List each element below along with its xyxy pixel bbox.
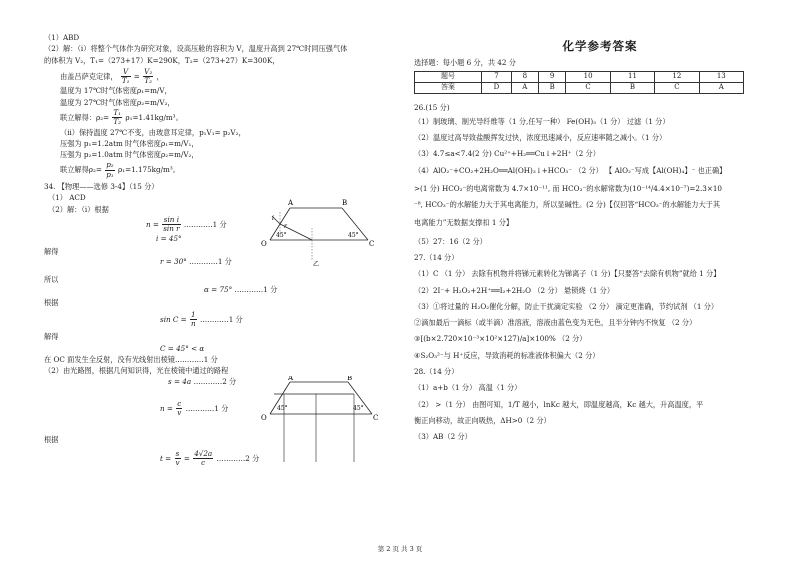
answer-line: （1）ABD [44,33,80,42]
answer-line: （4）AlO₂⁻+CO₂+2H₂O══Al(OH)₃↓+HCO₃⁻ （2 分） 【 AlO₂⁻写成【Al(OH)₄】⁻ 也正确】 [414,165,727,175]
text: s = 4a [168,376,192,386]
fraction: $\frac{V}{\text{T₁}}$ [121,66,130,86]
table-cell: D [482,82,512,93]
table-cell: B [538,82,566,93]
text: 根据 [44,297,59,307]
formula-line [60,109,399,127]
table-cell: 11 [610,71,654,82]
formula-line [160,311,399,329]
label-b: B [342,199,348,207]
table-cell: B [610,82,654,93]
answer-line: 压强为 p₁=1.2atm 时气体密度ρ₁=m/V₁， [60,138,199,148]
question-heading: 27.（14 分） [414,253,459,263]
text: n = [160,403,173,413]
fraction: $\frac{4√2a}{c}$ [194,448,213,468]
fraction: $\frac{\text{p₂}}{\text{p₁}}$ [106,160,114,179]
answer-line: （5）27：16（2 分） [414,236,487,246]
answer-line: 选择题：每小题 6 分，共 42 分 [414,58,516,68]
table-cell: 10 [566,71,610,82]
text: 根据 [44,434,59,444]
answer-line: （2）解：（i）根据 [48,204,109,214]
answer-line: （1）制玻璃、制光导纤维等（1 分,任写一种） Fe(OH)₃（1 分） 过滤（1 分） [414,116,670,126]
formula-line: 由盖吕萨克定律， $\frac{V}{\text{T₁}}$ = $\frac{\text{V₂}}{\text{T₂}}$ ， [60,66,164,86]
text: t = [160,453,172,463]
label-c: C [373,414,379,422]
table-cell: C [566,82,610,93]
text: 解得 [44,331,59,341]
table-cell: 13 [699,71,743,82]
text: n = [146,219,159,229]
answer-line: 在 OC 面发生全反射，没有光线射出棱镜…………1 分 [44,355,218,365]
text: ρ₁=1.41kg/m³。 [125,112,183,122]
page-title: 化学参考答案 [562,39,638,53]
text: sin C = [160,314,187,324]
text: r = 30° [160,256,187,266]
dots: …………1 分 [199,314,243,324]
label-r: r [284,223,287,230]
label-a: A [288,376,294,382]
fraction: $\frac{c}{v}$ [177,399,182,418]
answer-line: ③[(b×2.720×10⁻³×10²×127)/a]×100% （2 分） [414,334,587,344]
answer-line: 的体积为 V₂，T₁=（273+17）K=290K，T₂=（273+27）K=300K， [44,55,280,65]
prism-diagram-2 [250,376,380,466]
formula-line [204,286,399,294]
table-cell: 8 [511,71,538,82]
answer-table [414,71,744,94]
answer-line: 电离能力”无数据支撑扣 1 分】 [414,218,514,228]
fraction: $\frac{\text{sin i}}{\text{sin r}}$ [163,214,180,234]
answer-line: （2） >（1 分） 由图可知，1/T 越小，lnKc 越大，即温度越高，Kc 越大，升高温度，平 [414,399,704,409]
dots: …………1 分 [234,285,278,295]
answer-line: 温度为 27℃时气体密度ρ₂=m/V₂， [60,97,175,107]
angle-label: 45° [276,232,287,239]
table-cell: C [655,82,699,93]
dots: …………2 分 [193,376,237,386]
dots: …………1 分 [183,219,227,229]
answer-line: （1） ACD [48,193,86,203]
question-heading: 26.(15 分) [414,102,450,112]
formula-line: i = 45° [156,234,182,244]
answer-line: （2）解：（i）将整个气体作为研究对象，设高压舱的容积为 V，温度升高到 27℃时同压强气体 [44,44,348,54]
text: = [183,453,190,463]
label-i: i [272,215,274,222]
answer-line: （1）C （1 分） 去除有机物并将锑元素转化为锑离子（1 分)【只要答“去除有机物”就给 1 分】 [414,269,721,279]
text: 解得 [44,246,59,256]
table-cell: 答案 [415,82,482,93]
answer-line: >(1 分) HCO₃⁻的电离常数为 4.7×10⁻¹¹, 而 HCO₃⁻的水解常数为(10⁻¹⁴/4.4×10⁻⁷)=2.3×10 [414,183,722,193]
answer-line: （2）2I⁻+ H₂O₂+2H⁺══I₂+2H₂O （2 分） 悬锁烧（1 分） [414,285,615,295]
answer-line: ④S₂O₃²⁻与 H⁺反应，导致消耗的标准液体积偏大（2 分） [414,350,600,360]
table-row [415,82,744,93]
answer-line: （3）①将过量的 H₂O₂催化分解，防止干扰滴定实验 （2 分） 滴定更准确，节约试剂 （1 分） [414,301,719,311]
chemistry-answers [414,40,786,441]
answer-line: （ii）保持温度 27℃不变，由玻意耳定律，p₁V₁= p₂V₂， [60,127,246,137]
formula-line: C = 45° < α [160,343,205,353]
text: 联立解得ρ₂= [60,165,102,175]
label-o: O [261,240,267,248]
label-b: B [347,376,353,382]
fraction: $\frac{1}{n}$ [191,310,196,329]
question-heading: 28.（14 分） [414,367,459,376]
answer-line: ②滴加最后一滴标（或半滴）准溶液，溶液由蓝色变为无色，且半分钟内不恢复 （2 分） [414,318,697,328]
text: 联立解得：ρ₂= [60,112,110,122]
answer-line: （2）由光路图，根据几何知识得，光在棱镜中通过的路程 [44,366,229,376]
answer-line: （1）a+b（1 分） 高温（1 分） [414,383,522,393]
angle-label: 45° [353,405,364,412]
answer-line: 温度为 17℃时气体密度ρ₁=m/V， [60,86,172,96]
label-o: O [261,414,267,422]
label-yi: 乙 [313,261,320,268]
table-row [415,71,744,82]
formula-line [60,161,399,179]
page-footer: 第 2 页 共 3 页 [377,545,423,553]
text: α = 75° [204,285,233,295]
answer-line: 压强为 p₂=1.0atm 时气体密度ρ₂=m/V₂， [60,150,199,160]
answer-line: ⁻⁸, HCO₃⁻的水解能力大于其电离能力，所以显碱性。(2 分)【仅回答“HCO₃⁻的水解能力大于其 [414,200,721,210]
prism-diagram-1 [250,198,380,268]
dots: …………1 分 [185,403,229,413]
table-cell: A [511,82,538,93]
table-cell: A [699,82,743,93]
table-cell: 题号 [415,71,482,82]
text: 所以 [44,275,59,285]
angle-label: 45° [277,405,288,412]
text: 由盖吕萨克定律， [60,71,118,81]
label-c: C [369,240,375,248]
answer-line: （3）AB（2 分） [414,432,472,442]
angle-label: 45° [348,232,359,239]
fraction: $\frac{\text{V₂}}{\text{T₂}}$ [144,66,153,86]
label-a: A [288,199,294,207]
answer-line: （3）4.7≤a<7.4(2 分) Cu²⁺+H₂══Cu↓+2H⁺（2 分） [414,149,600,159]
dots: …………1 分 [189,256,232,266]
table-cell: 12 [655,71,699,82]
text: ρ₁=1.175kg/m³。 [117,165,180,175]
answer-line: 衡正向移动，故正向吸热，ΔH>0（2 分） [414,415,551,425]
question-heading: 34. 【物理——选修 3-4】（15 分） [44,181,159,191]
answer-line: （2）温度过高导致盐酸挥发过快，浓度迅速减小，反应速率随之减小。（1 分） [414,133,667,143]
fraction: $\frac{\text{T₁}}{\text{T₂}}$ [113,107,122,127]
dots: …………2 分 [216,453,260,463]
fraction: $\frac{s}{v}$ [175,448,180,468]
table-cell: 7 [482,71,512,82]
table-cell: 9 [538,71,566,82]
